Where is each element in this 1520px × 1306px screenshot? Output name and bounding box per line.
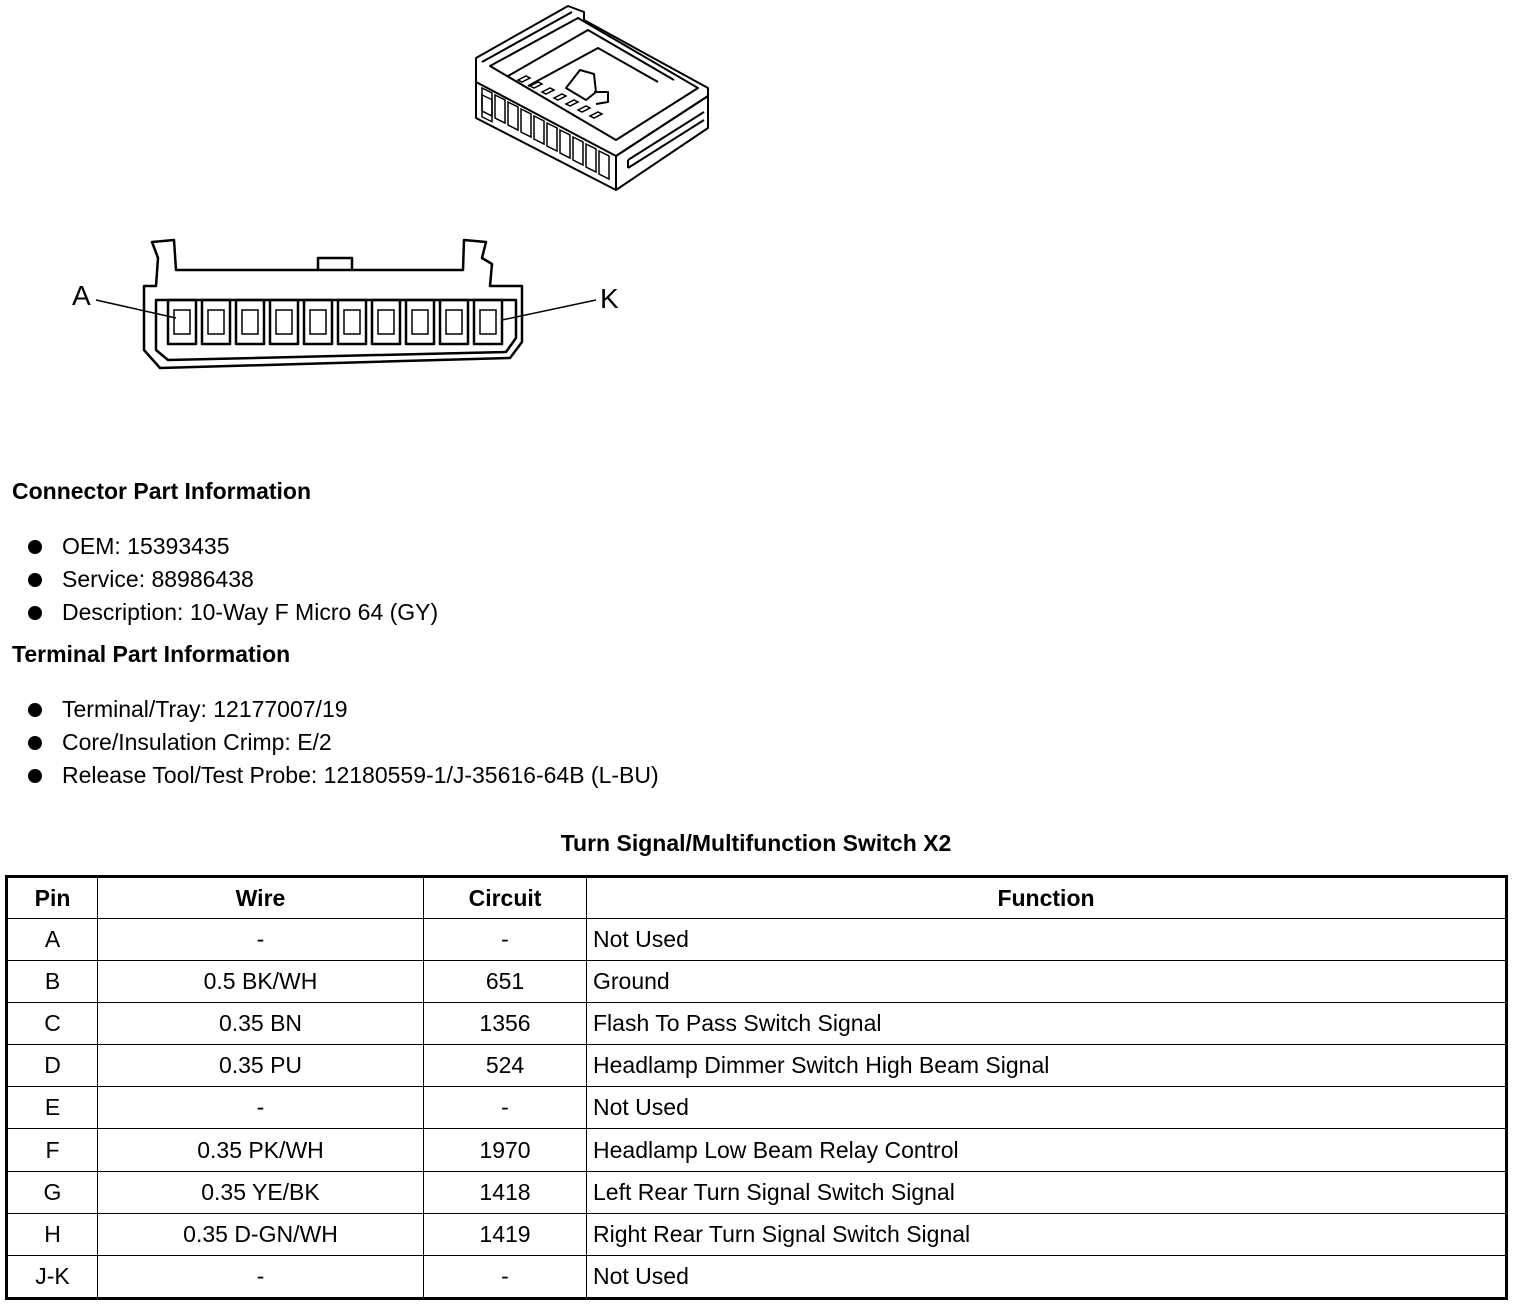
terminal-part-info-list (28, 695, 659, 794)
cell-function: Headlamp Dimmer Switch High Beam Signal (587, 1045, 1507, 1087)
cell-function: Not Used (587, 919, 1507, 961)
bullet-icon (28, 573, 42, 587)
cell-circuit: - (424, 1087, 587, 1129)
cell-pin: A (7, 919, 98, 961)
table-row (7, 1255, 1507, 1298)
terminal-tray: Terminal/Tray: 12177007/19 (62, 696, 348, 722)
connector-part-info-list (28, 532, 438, 631)
cell-function: Ground (587, 961, 1507, 1003)
cell-circuit: 1356 (424, 1003, 587, 1045)
cell-pin: F (7, 1129, 98, 1171)
cell-function: Left Rear Turn Signal Switch Signal (587, 1171, 1507, 1213)
bullet-icon (28, 736, 42, 750)
cell-circuit: 1418 (424, 1171, 587, 1213)
pinout-table (5, 875, 1508, 1300)
table-row (7, 1003, 1507, 1045)
table-row (7, 919, 1507, 961)
cell-pin: B (7, 961, 98, 1003)
cell-circuit: 651 (424, 961, 587, 1003)
list-item (28, 728, 659, 761)
release-tool-test-probe: Release Tool/Test Probe: 12180559-1/J-35616-64B (L-BU) (62, 762, 659, 788)
connector-part-info-title: Connector Part Information (12, 478, 312, 504)
cell-wire: 0.35 PK/WH (98, 1129, 424, 1171)
list-item (28, 761, 659, 794)
cell-wire: 0.35 YE/BK (98, 1171, 424, 1213)
table-row (7, 1045, 1507, 1087)
connector-oem: OEM: 15393435 (62, 533, 230, 559)
cell-pin: C (7, 1003, 98, 1045)
table-title: Turn Signal/Multifunction Switch X2 (560, 830, 952, 856)
list-item (28, 598, 438, 631)
cell-circuit: 1419 (424, 1213, 587, 1255)
cell-wire: - (98, 1087, 424, 1129)
cell-wire: - (98, 1255, 424, 1298)
cell-function: Not Used (587, 1255, 1507, 1298)
cell-wire: 0.5 BK/WH (98, 961, 424, 1003)
cell-function: Not Used (587, 1087, 1507, 1129)
cell-circuit: - (424, 919, 587, 961)
cell-wire: 0.35 PU (98, 1045, 424, 1087)
cell-circuit: 524 (424, 1045, 587, 1087)
bullet-icon (28, 606, 42, 620)
header-wire: Wire (98, 877, 424, 919)
table-row (7, 1213, 1507, 1255)
table-header-row (7, 877, 1507, 919)
cell-pin: J-K (7, 1255, 98, 1298)
bullet-icon (28, 769, 42, 783)
cell-wire: 0.35 BN (98, 1003, 424, 1045)
list-item (28, 565, 438, 598)
connector-service: Service: 88986438 (62, 566, 254, 592)
cell-pin: G (7, 1171, 98, 1213)
bullet-icon (28, 540, 42, 554)
table-row (7, 1129, 1507, 1171)
header-function: Function (587, 877, 1507, 919)
cell-pin: E (7, 1087, 98, 1129)
header-circuit: Circuit (424, 877, 587, 919)
core-insulation-crimp: Core/Insulation Crimp: E/2 (62, 729, 332, 755)
table-row (7, 1171, 1507, 1213)
pin-label-left: A (72, 280, 91, 311)
connector-isometric-illustration (468, 0, 718, 200)
cell-function: Headlamp Low Beam Relay Control (587, 1129, 1507, 1171)
cell-pin: H (7, 1213, 98, 1255)
connector-description: Description: 10-Way F Micro 64 (GY) (62, 599, 439, 625)
pin-label-right: K (600, 283, 619, 314)
table-row (7, 961, 1507, 1003)
bullet-icon (28, 703, 42, 717)
header-pin: Pin (7, 877, 98, 919)
list-item (28, 695, 659, 728)
cell-circuit: - (424, 1255, 587, 1298)
cell-wire: - (98, 919, 424, 961)
cell-wire: 0.35 D-GN/WH (98, 1213, 424, 1255)
table-row (7, 1087, 1507, 1129)
cell-function: Flash To Pass Switch Signal (587, 1003, 1507, 1045)
connector-face-view (60, 230, 640, 380)
list-item (28, 532, 438, 565)
terminal-part-info-title: Terminal Part Information (12, 641, 291, 667)
cell-pin: D (7, 1045, 98, 1087)
cell-function: Right Rear Turn Signal Switch Signal (587, 1213, 1507, 1255)
cell-circuit: 1970 (424, 1129, 587, 1171)
